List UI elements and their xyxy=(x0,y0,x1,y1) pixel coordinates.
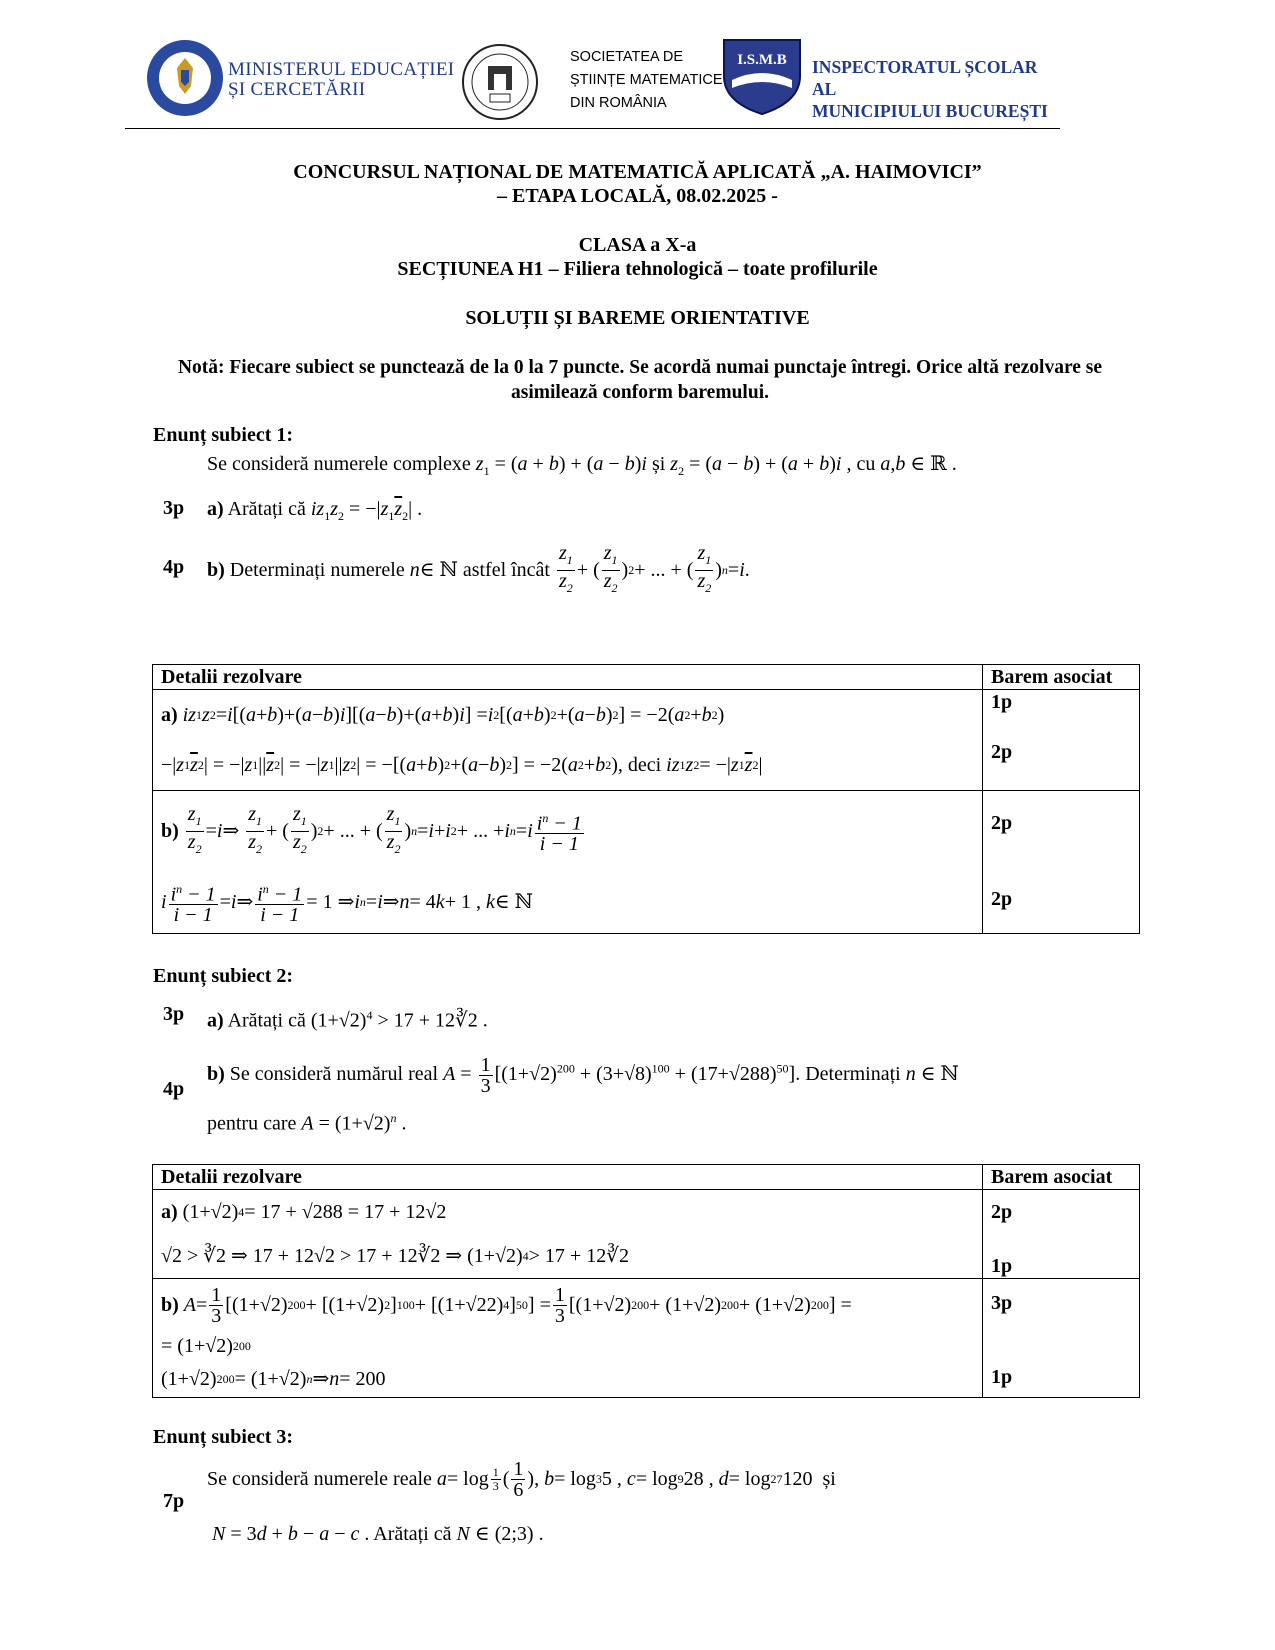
subject3-heading: Enunț subiect 3: xyxy=(153,1426,294,1448)
subject2-b-solution: b) A = $\frac{1}{3}$ [(1+√2) 200 + [(1+√2) 2 ] 100 + [(1+√22) 4 ] 50 ] = $\frac{1}{3}$ [(1+√2) 200 + (1+√2) 200 + (1+√2) 200 ] = = (1+√2) 200 (1+√2) 200 = (1+√2) n ⇒ n = 200 xyxy=(153,1279,983,1398)
solutions-title: SOLUȚII ȘI BAREME ORIENTATIVE xyxy=(465,307,810,329)
subject2-a-barem xyxy=(983,1190,1140,1279)
details-header: Detalii rezolvare xyxy=(153,665,983,690)
subject1-a-solution: a) iz 1 z 2 = i [( a + b )+( a − b ) i ][( a − b )+( a + b ) i ] = i 2 [( a + b ) 2 +( a − b ) 2 ] = −2( a 2 + b 2 ) −| z 1 $\overline{z}$ 2 | = −| z 1 || $\overline{z}$ 2 | = −| z 1 || z 2 | = −[( a + b ) 2 +( a − b ) 2 ] = −2( a 2 + b 2 ) , deci iz 1 z 2 = −| z 1 $\overline{z}$ 2 | xyxy=(153,690,983,791)
subject1-b-points: 4p xyxy=(163,556,185,578)
subject1-b-statement: b) Determinați numerele n ∈ ℕ astfel încât $\frac{z_1}{z_2}$ + ( $\frac{z_1}{z_2}$ ) 2 + ... + ( $\frac{z_1}{z_2}$ ) n = i . xyxy=(207,541,750,595)
ismb-shield-logo xyxy=(720,36,804,116)
subject2-solution-table xyxy=(152,1164,1140,1398)
barem-value: 1p xyxy=(991,1366,1013,1388)
page-header xyxy=(125,36,1060,129)
subject1-intro: Se consideră numerele complexe $z_1 = (a + b) + (a - b)i$ și $z_2 = (a - b) + (a + b)i$ , cu a,b ∈ ℝ . xyxy=(207,453,957,478)
barem-value: 1p xyxy=(991,691,1013,713)
subject1-b-solution: b) $\frac{z_1}{z_2}$ = i ⇒ $\frac{z_1}{z_2}$ + ( $\frac{z_1}{z_2}$ ) 2 + ... + ( $\frac{z_1}{z_2}$ ) n = i + i 2 + ... + i n = i $\frac{i^n - 1}{i - 1}$ i $\frac{i^n - 1}{i - 1}$ = i ⇒ $\frac{i^n - 1}{i - 1}$ = 1 ⇒ i n = i ⇒ n = 4 k + 1 , k ∈ ℕ xyxy=(153,791,983,934)
section-title: SECȚIUNEA H1 – Filiera tehnologică – toate profilurile xyxy=(397,258,878,280)
barem-value: 3p xyxy=(991,1292,1013,1314)
svg-text:I.S.M.B: I.S.M.B xyxy=(737,52,787,68)
subject1-solution-table xyxy=(152,664,1140,934)
society-name: SOCIETATEA DE ȘTIINȚE MATEMATICE DIN ROMÂNIA xyxy=(570,49,723,111)
details-header: Detalii rezolvare xyxy=(153,1165,983,1190)
contest-title: CONCURSUL NAȚIONAL DE MATEMATICĂ APLICATĂ „A. HAIMOVICI” xyxy=(293,161,982,183)
barem-value: 2p xyxy=(991,741,1013,763)
class-title: CLASA a X-a xyxy=(578,234,697,256)
subject3-points: 7p xyxy=(163,1490,185,1512)
ministry-name: MINISTERUL EDUCAȚIEI ȘI CERCETĂRII xyxy=(228,59,455,100)
grading-note: Notă: Fiecare subiect se punctează de la 0 la 7 puncte. Se acordă numai punctaje întregi. Orice altă rezolvare se asimilează conform baremului. xyxy=(177,357,1103,403)
ssm-logo xyxy=(460,42,540,122)
subject2-a-points: 3p xyxy=(163,1003,185,1025)
barem-value: 2p xyxy=(991,1201,1013,1223)
barem-value: 2p xyxy=(991,812,1013,834)
barem-header: Barem asociat xyxy=(983,665,1140,690)
subject2-a-solution: a) (1+√2) 4 = 17 + √288 = 17 + 12√2 √2 > ∛2 ⇒ 17 + 12√2 > 17 + 12∛2 ⇒ (1+√2) 4 > 17 + 12∛2 xyxy=(153,1190,983,1279)
barem-value: 2p xyxy=(991,888,1013,910)
subject2-b-statement: b) Se consideră numărul real A = $\frac{1}{3}$ $[(1+√2)^{200} + (3+√8)^{100} + (17+√288)^{50}]$. Determinați n ∈ ℕ xyxy=(207,1054,959,1097)
subject2-b-barem xyxy=(983,1279,1140,1398)
subject3-statement: Se consideră numerele reale a = log $\frac{1}{3}$ ( $\frac{1}{6}$ ), b = log 3 5 , c = log 9 28 , d = log 27 120 și xyxy=(207,1457,836,1501)
barem-value: 1p xyxy=(991,1255,1013,1277)
subject2-a-statement: a) Arătați că $(1+√2)^4 > 17$ + 12∛2 . xyxy=(207,1008,488,1032)
subject1-a-barem xyxy=(983,690,1140,791)
subject2-heading: Enunț subiect 2: xyxy=(153,965,294,987)
subject1-b-barem xyxy=(983,791,1140,934)
inspectorate-name: INSPECTORATUL ȘCOLAR AL MUNICIPIULUI BUCUREȘTI xyxy=(812,57,1048,121)
government-seal-logo xyxy=(145,38,225,118)
subject1-a-statement: a) Arătați că $iz_1z_2 = -|z_1\overline{z}_2|$ . xyxy=(207,498,423,523)
subject1-heading: Enunț subiect 1: xyxy=(153,424,294,446)
subject2-b-points: 4p xyxy=(163,1078,185,1100)
subject2-b-statement-2: pentru care $A = (1+√2)^n$ . xyxy=(207,1111,407,1135)
contest-stage: – ETAPA LOCALĂ, 08.02.2025 - xyxy=(497,185,778,207)
barem-header: Barem asociat xyxy=(983,1165,1140,1190)
subject3-statement-2: N = 3d + b − a − c . Arătați că N ∈ (2;3) . xyxy=(212,1523,544,1545)
subject1-a-points: 3p xyxy=(163,497,185,519)
